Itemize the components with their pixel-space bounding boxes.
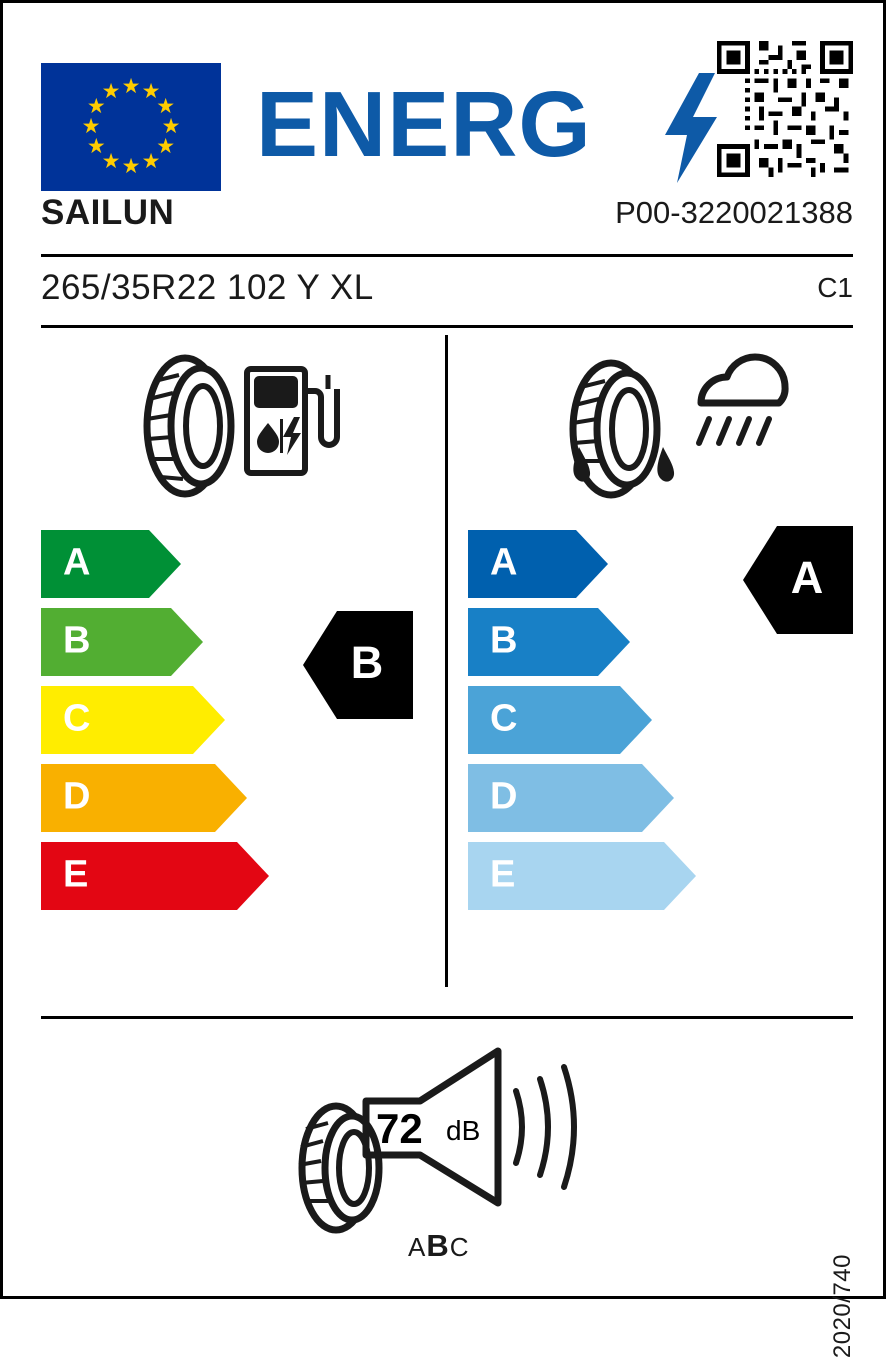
fuel-grade-d-label: D <box>63 775 91 818</box>
fuel-grade-b <box>41 608 269 676</box>
qr-code-icon <box>717 41 853 177</box>
divider-bottom <box>41 1016 853 1019</box>
label-header <box>41 33 853 178</box>
wet-grip-scale <box>468 530 696 920</box>
divider-top <box>41 254 853 257</box>
eu-star-icon: ★ <box>121 155 141 178</box>
wet-grade-a <box>468 530 696 598</box>
tyre-icon <box>147 358 231 494</box>
noise-unit: dB <box>446 1115 481 1146</box>
wet-rating-marker <box>743 526 853 634</box>
eu-star-icon: ★ <box>156 135 176 158</box>
wet-grade-d-label: D <box>490 775 518 818</box>
eu-star-icon: ★ <box>86 135 106 158</box>
fuel-grade-e <box>41 842 269 910</box>
fuel-drop-icon <box>257 417 301 455</box>
fuel-grade-c-label: C <box>63 697 91 740</box>
wet-grade-c <box>468 686 696 754</box>
wet-grade-e-label: E <box>490 853 516 896</box>
wet-grade-b <box>468 608 696 676</box>
fuel-rating-value: B <box>350 636 384 688</box>
divider-mid <box>41 325 853 328</box>
tyre-size: 265/35R22 102 Y XL <box>41 268 374 307</box>
column-divider <box>445 335 448 987</box>
lightning-bolt-icon <box>661 73 721 183</box>
fuel-efficiency-scale <box>41 530 269 920</box>
fuel-grade-c <box>41 686 269 754</box>
wet-grade-b-label: B <box>490 619 518 662</box>
eu-star-icon: ★ <box>81 115 101 138</box>
eu-star-icon: ★ <box>161 115 181 138</box>
fuel-grade-a <box>41 530 269 598</box>
brand-name: SAILUN <box>41 193 175 232</box>
fuel-rating-marker <box>303 611 413 719</box>
noise-class-a: A <box>408 1232 427 1262</box>
wet-grade-a-label: A <box>490 541 518 584</box>
noise-class-b-selected: B <box>426 1228 450 1263</box>
wet-grade-e <box>468 842 696 910</box>
tyre-size-row <box>41 268 853 318</box>
wet-grade-c-label: C <box>490 697 518 740</box>
eu-star-icon: ★ <box>101 149 121 173</box>
wet-grade-d <box>468 764 696 832</box>
eu-star-icon: ★ <box>101 80 121 104</box>
tyre-class: C1 <box>817 272 853 303</box>
energy-wordmark: ENERG <box>256 72 592 176</box>
noise-section <box>288 1043 608 1268</box>
fuel-grade-a-label: A <box>63 541 91 584</box>
noise-class-row <box>408 1228 470 1264</box>
eu-star-icon: ★ <box>156 95 176 118</box>
wet-grip-pictogram <box>543 351 793 501</box>
eu-star-icon: ★ <box>86 95 106 118</box>
fuel-efficiency-pictogram <box>123 351 333 501</box>
wet-rating-value: A <box>790 551 824 603</box>
noise-value: 72 <box>376 1105 423 1152</box>
product-code: P00-3220021388 <box>615 195 853 230</box>
sound-waves-icon <box>516 1067 574 1187</box>
eu-star-icon: ★ <box>121 75 141 98</box>
fuel-grade-d <box>41 764 269 832</box>
fuel-grade-b-label: B <box>63 619 91 662</box>
eu-flag-icon <box>41 63 221 191</box>
eu-star-icon: ★ <box>141 149 161 173</box>
regulation-reference: 2020/740 <box>829 1254 856 1358</box>
rain-cloud-icon <box>699 357 785 443</box>
fuel-grade-e-label: E <box>63 853 89 896</box>
eu-star-icon: ★ <box>141 80 161 104</box>
noise-class-c: C <box>449 1232 470 1262</box>
brand-row <box>41 193 853 251</box>
